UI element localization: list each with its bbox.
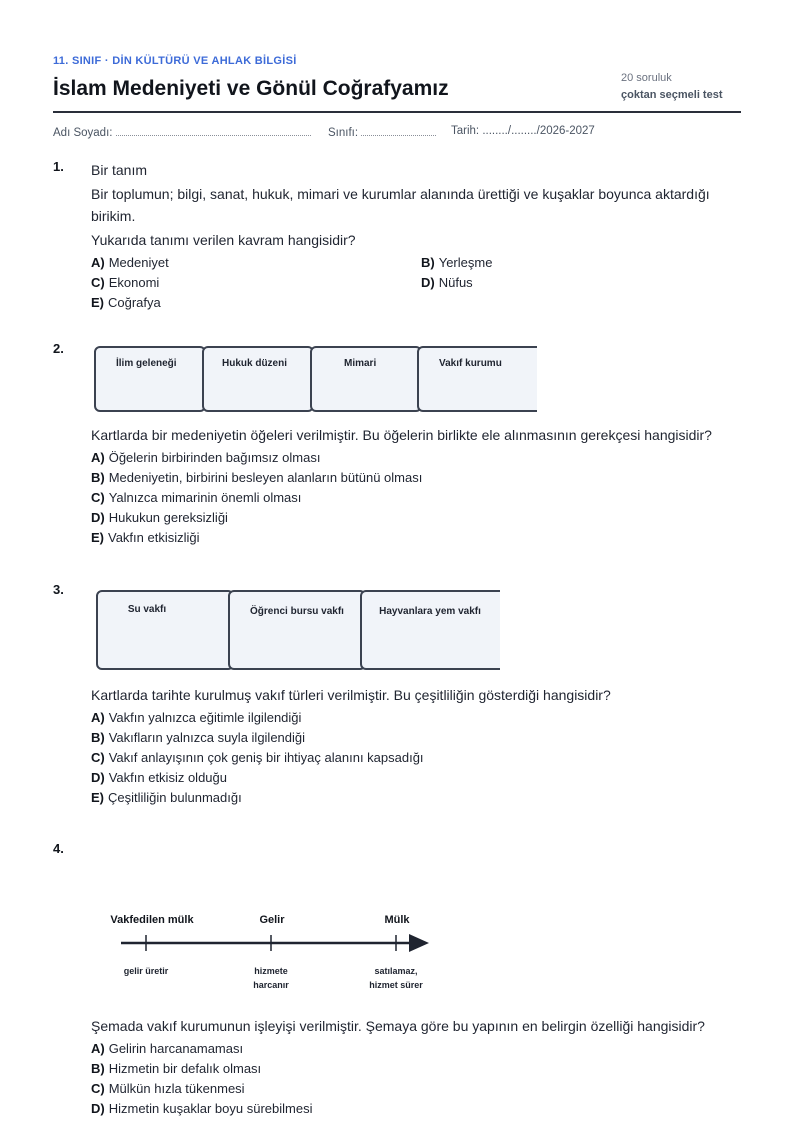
question-prompt: Kartlarda bir medeniyetin öğeleri verilmiştir. Bu öğelerin birlikte ele alınmasının gerekçesi hangisidir? — [91, 427, 712, 443]
question-prompt: Şemada vakıf kurumunun işleyişi verilmiştir. Şemaya göre bu yapının en belirgin özelliği hangisidir? — [91, 1018, 705, 1034]
option-a[interactable]: A) Öğelerin birbirinden bağımsız olması — [91, 450, 321, 465]
diagram-label-mulk2: Mülk — [384, 914, 410, 926]
option-a[interactable]: A) Medeniyet — [91, 255, 169, 270]
question-text: Bir toplumun; bilgi, sanat, hukuk, mimari ve kurumlar alanında ürettiği ve kuşaklar boyunca aktardığı birikim. — [91, 186, 710, 224]
card-burs: Öğrenci bursu vakfı — [228, 590, 366, 670]
card-yem: Hayvanlara yem vakfı — [360, 590, 500, 670]
question-2 — [53, 341, 743, 561]
name-blank[interactable] — [116, 125, 311, 136]
option-c[interactable]: C) Mülkün hızla tükenmesi — [91, 1081, 245, 1096]
option-b[interactable]: B) Medeniyetin, birbirini besleyen alanların bütünü olması — [91, 470, 423, 485]
option-d[interactable]: D) Hizmetin kuşaklar boyu sürebilmesi — [91, 1101, 313, 1116]
question-4 — [53, 841, 743, 1123]
option-d[interactable]: D) Vakfın etkisiz olduğu — [91, 770, 227, 785]
diagram-sub-3: satılamaz, hizmet sürer — [369, 966, 423, 990]
question-3 — [53, 582, 743, 822]
card-su: Su vakfı — [96, 590, 234, 670]
card-ilim: İlim geleneği — [94, 346, 206, 412]
option-c[interactable]: C) Yalnızca mimarinin önemli olması — [91, 490, 302, 505]
card-hukuk: Hukuk düzeni — [202, 346, 314, 412]
options-list — [91, 1041, 743, 1116]
diagram-sub-1: gelir üretir — [123, 966, 169, 976]
question-prompt: Kartlarda tarihte kurulmuş vakıf türleri verilmiştir. Bu çeşitliliğin gösterdiği hangisidir? — [91, 687, 611, 703]
question-prompt: Yukarıda tanımı verilen kavram hangisidir? — [91, 232, 356, 248]
question-intro: Bir tanım — [91, 162, 148, 178]
date-field[interactable] — [451, 125, 595, 137]
question-number: 2. — [53, 341, 64, 356]
class-label: Sınıfı: — [328, 127, 359, 139]
timeline-arrow — [91, 929, 451, 959]
option-e[interactable]: E) Coğrafya — [91, 295, 161, 310]
test-meta — [621, 72, 741, 101]
options-list — [91, 710, 743, 805]
option-b[interactable]: B) Yerleşme — [421, 255, 493, 270]
options-list — [91, 255, 743, 310]
question-1 — [53, 159, 743, 319]
option-b[interactable]: B) Vakıfların yalnızca suyla ilgilendiği — [91, 730, 306, 745]
option-c[interactable]: C) Ekonomi — [91, 275, 160, 290]
option-a[interactable]: A) Gelirin harcanamaması — [91, 1041, 244, 1056]
option-d[interactable]: D) Nüfus — [421, 275, 473, 290]
option-e[interactable]: E) Çeşitliliğin bulunmadığı — [91, 790, 242, 805]
options-list — [91, 450, 743, 545]
option-a[interactable]: A) Vakfın yalnızca eğitimle ilgilendiği — [91, 710, 302, 725]
subject-label: 11. SINIF · DİN KÜLTÜRÜ VE AHLAK BİLGİSİ — [53, 55, 297, 67]
name-label: Adı Soyadı: — [53, 127, 113, 139]
option-e[interactable]: E) Vakfın etkisizliği — [91, 530, 200, 545]
option-b[interactable]: B) Hizmetin bir defalık olması — [91, 1061, 262, 1076]
test-type: çoktan seçmeli test — [621, 89, 723, 101]
question-number: 3. — [53, 582, 64, 597]
diagram-label-mulk: Vakfedilen mülk — [110, 914, 194, 926]
date-label: Tarih: ......../......../2026-2027 — [451, 125, 595, 137]
class-field[interactable] — [328, 125, 436, 139]
card-vakif: Vakıf kurumu — [417, 346, 537, 412]
header-divider — [53, 111, 741, 113]
card-group — [91, 582, 743, 670]
process-diagram — [91, 841, 743, 1001]
question-number: 1. — [53, 159, 64, 174]
option-d[interactable]: D) Hukukun gereksizliği — [91, 510, 228, 525]
diagram-label-gelir: Gelir — [259, 914, 285, 926]
name-field[interactable] — [53, 125, 311, 139]
question-number: 4. — [53, 841, 64, 856]
class-blank[interactable] — [361, 125, 436, 136]
page-title: İslam Medeniyeti ve Gönül Coğrafyamız — [53, 77, 449, 100]
diagram-sub-2: hizmete harcanır — [253, 966, 289, 990]
question-count: 20 soruluk — [621, 72, 672, 84]
card-mimari: Mimari — [310, 346, 422, 412]
option-c[interactable]: C) Vakıf anlayışının çok geniş bir ihtiyaç alanını kapsadığı — [91, 750, 424, 765]
card-group — [91, 341, 743, 413]
